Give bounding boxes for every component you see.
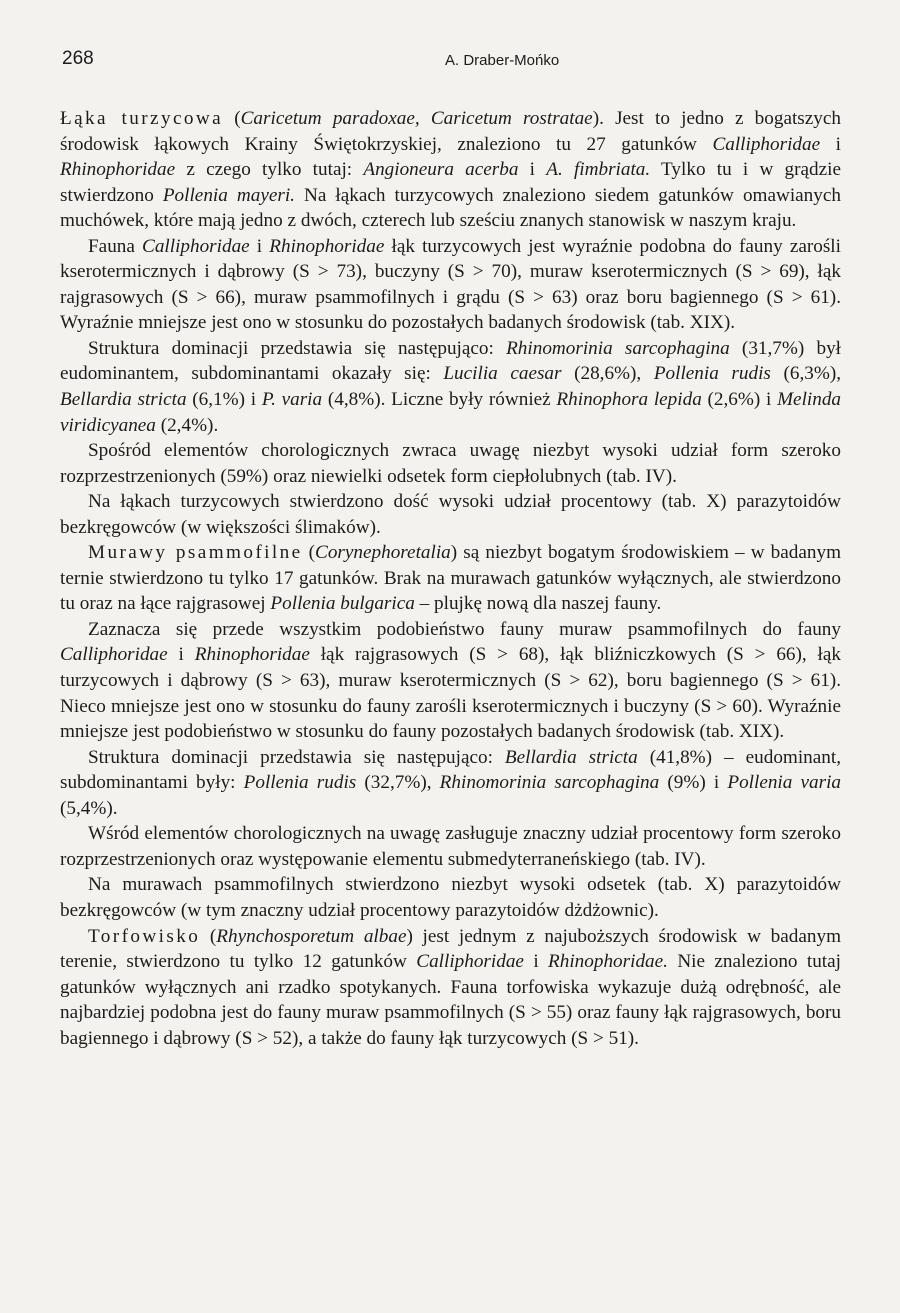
text-run: (31,7%) był eudominantem, subdominantami okazały się: [60, 337, 842, 385]
text-run: (28,6%), [561, 363, 654, 385]
italic-term: Calliphoridae [142, 235, 250, 257]
text-run: (4,8%). Liczne były również [322, 389, 557, 411]
italic-term: Melinda viridicyanea [60, 389, 842, 436]
section-heading-term: Murawy psammofilne [88, 542, 303, 564]
text-run: (32,7%), [356, 772, 440, 794]
text-run: i [249, 235, 270, 257]
paragraph [60, 336, 841, 438]
text-run: i [820, 133, 842, 155]
italic-term: Pollenia bulgarica [270, 593, 415, 615]
text-run: i [167, 644, 195, 666]
paragraph [60, 872, 841, 923]
italic-term: Bellardia stricta [504, 746, 638, 768]
text-run: Spośród elementów chorologicznych zwraca uwagę niezbyt wysoki udział form szeroko rozprzestrzenionych (59%) oraz niewielki odsetek form ciepłolubnych (tab. IV). [60, 440, 841, 487]
text-run: Na łąkach turzycowych stwierdzono dość wysoki udział procentowy (tab. X) parazytoidów bezkręgowców (w większości ślimaków). [60, 491, 841, 538]
italic-term: P. varia [261, 389, 323, 411]
text-run: (6,1%) i [186, 389, 262, 411]
text-run: – plujkę nową dla naszej fauny. [414, 593, 662, 615]
italic-term: Rhinophoridae [60, 159, 176, 181]
running-head-author: A. Draber-Mońko [445, 52, 560, 69]
text-run: i [518, 159, 547, 181]
italic-term: Rhinophoridae [269, 235, 385, 257]
body-text [60, 106, 841, 1051]
paragraph [60, 924, 841, 1052]
paragraph [60, 821, 841, 872]
text-run: ) są niezbyt bogatym środowiskiem – w badanym ternie stwierdzono tu tylko 17 gatunków. Brak na murawach gatunków wyłącznych, ale stwierdzono tu oraz na łące rajgrasowej [60, 542, 842, 615]
text-run: Na murawach psammofilnych stwierdzono niezbyt wysoki odsetek (tab. X) parazytoidów bezkręgowców (w tym znaczny udział procentowy parazytoidów dżdżownic). [60, 874, 841, 921]
text-run: Wśród elementów chorologicznych na uwagę zasługuje znaczny udział procentowy form szeroko rozprzestrzenionych oraz występowanie elementu submedyterraneńskiego (tab. IV). [60, 823, 841, 870]
italic-term: Rhinomorinia sarcophagina [439, 772, 660, 794]
italic-term: Rhinophoridae [194, 644, 310, 666]
text-run: (5,4%). [60, 797, 118, 819]
text-run: Na łąkach turzycowych znaleziono siedem gatunków omawianych muchówek, które mają jedno z dwóch, czterech lub sześciu znanych stanowisk w naszym kraju. [60, 184, 841, 232]
italic-term: Lucilia caesar [443, 363, 562, 385]
text-run: łąk rajgrasowych (S > 68), łąk bliźniczkowych (S > 66), łąk turzycowych i dąbrowy (S > 63), muraw kserotermicznych (S > 62), boru bagiennego (S > 61). Nieco mniejsze jest ono w stosunku do fauny zarośli kserotermicznych i buczyny (S > 60). Wyraźnie mniejsze jest podobieństwo w stosunku do fauny pozostałych badanych środowisk (tab. XIX). [60, 644, 841, 743]
italic-term: Angioneura acerba [363, 159, 519, 181]
text-run: ( [302, 542, 316, 564]
italic-term: Rhinophoridae. [548, 951, 668, 973]
paragraph [60, 489, 841, 540]
text-run: Fauna [88, 235, 143, 257]
italic-term: Calliphoridae [60, 644, 168, 666]
text-run: ) jest jednym z najuboższych środowisk w badanym terenie, stwierdzono tu tylko 12 gatunków [60, 925, 841, 973]
section-heading-term: Torfowisko [88, 925, 201, 947]
text-run: Tylko tu i w grądzie stwierdzono [60, 159, 841, 206]
text-run: (9%) i [659, 772, 728, 794]
text-run: Zaznacza się przede wszystkim podobieństwo fauny muraw psammofilnych do fauny [88, 618, 841, 640]
paragraph [60, 438, 841, 489]
text-run: (2,4%). [155, 414, 219, 436]
italic-term: Pollenia rudis [243, 772, 357, 794]
italic-term: Rhinophora lepida [556, 389, 702, 411]
italic-term: Bellardia stricta [60, 389, 187, 411]
text-run: ). Jest to jedno z bogatszych środowisk łąkowych Krainy Świętokrzyskiej, znaleziono tu 27 gatunków [60, 108, 841, 155]
italic-term: Calliphoridae [712, 133, 821, 155]
page-header [60, 48, 840, 72]
text-run: (2,6%) i [701, 389, 778, 411]
italic-term: Rhinomorinia sarcophagina [506, 337, 730, 359]
text-run: (6,3%), [770, 363, 842, 385]
italic-term: Caricetum paradoxae, Caricetum rostratae [240, 108, 593, 129]
italic-term: Pollenia varia [727, 772, 841, 794]
page-number: 268 [62, 48, 94, 69]
italic-term: Corynephoretalia [315, 542, 451, 564]
paragraph [60, 617, 841, 745]
text-run: (41,8%) – eudominant, subdominantami były: [60, 746, 841, 794]
text-run: ( [200, 925, 217, 947]
paragraph [60, 106, 841, 234]
italic-term: Calliphoridae [416, 951, 524, 973]
text-run: i [523, 951, 549, 973]
text-run: łąk turzycowych jest wyraźnie podobna do fauny zarośli kserotermicznych i dąbrowy (S > 73), buczyny (S > 70), muraw kserotermicznych (S > 69), łąk rajgrasowych (S > 66), muraw psammofilnych i grądu (S > 63) oraz boru bagiennego (S > 61). Wyraźnie mniejsze jest ono w stosunku do pozostałych badanych środowisk (tab. XIX). [60, 235, 841, 334]
paragraph [60, 234, 841, 336]
text-run: ( [223, 108, 241, 129]
italic-term: Pollenia rudis [653, 363, 771, 385]
section-heading-term: Łąka turzycowa [60, 108, 224, 129]
italic-term: Rhynchosporetum albae [216, 925, 407, 947]
italic-term: A. fimbriata. [546, 159, 651, 181]
italic-term: Pollenia mayeri. [162, 184, 295, 206]
text-run: z czego tylko tutaj: [175, 159, 364, 181]
text-run: Nie znaleziono tutaj gatunków wyłącznych ani rzadko spotykanych. Fauna torfowiska wykazuje dużą odrębność, ale najbardziej podobna jest do fauny muraw psammofilnych (S > 55) oraz fauny łąk rajgrasowych, boru bagiennego i dąbrowy (S > 52), a także do fauny łąk turzycowych (S > 51). [60, 951, 841, 1049]
text-run: Struktura dominacji przedstawia się następująco: [88, 746, 505, 768]
paragraph [60, 745, 841, 822]
text-run: Struktura dominacji przedstawia się następująco: [88, 337, 507, 359]
paragraph [60, 540, 841, 617]
